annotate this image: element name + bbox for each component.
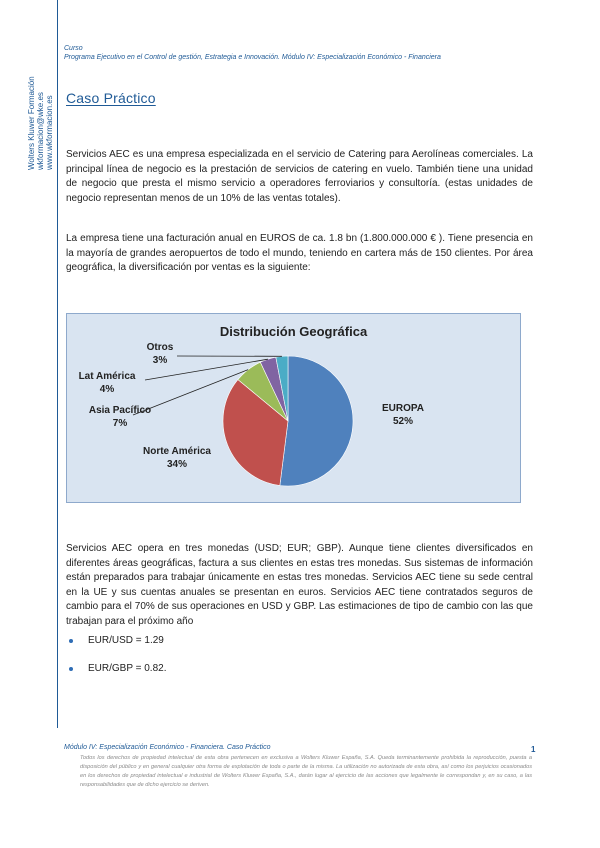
paragraph-intro: Servicios AEC es una empresa especializada en el servicio de Catering para Aerolíneas comerciales. La principal línea de negocio es la prestación de servicios de catering en vuelo. También tiene una unidad de negocio que presta el mismo servicio a operadores ferroviarios y consultoría. (estas unidades de negocio representan menos de un 10% de las ventas totales). xyxy=(66,149,533,204)
page-title: Caso Práctico xyxy=(66,90,156,106)
exchange-rate-usd: EUR/USD = 1.29 xyxy=(88,635,164,646)
course-name: Programa Ejecutivo en el Control de gestión, Estrategia e Innovación. Módulo IV: Especialización Económico - Financiera xyxy=(64,54,441,61)
list-item xyxy=(66,634,166,662)
margin-rule xyxy=(57,0,58,728)
pie-chart xyxy=(66,313,521,503)
label-asia-name: Asia Pacífico xyxy=(88,405,152,416)
publisher-website: www.wkformacion.es xyxy=(45,95,54,170)
bullet-icon xyxy=(69,667,73,671)
course-label: Curso xyxy=(64,45,83,52)
label-europa xyxy=(373,402,433,428)
bullet-icon xyxy=(69,639,73,643)
label-otros-value: 3% xyxy=(152,355,168,366)
page-number: 1 xyxy=(531,745,536,754)
list-item xyxy=(66,662,166,690)
slice-europa xyxy=(280,356,353,486)
label-latam-name: Lat América xyxy=(78,371,136,382)
chart-title: Distribución Geográfica xyxy=(219,324,368,339)
label-norteamerica-value: 34% xyxy=(166,459,187,470)
exchange-rate-list xyxy=(66,634,166,690)
sidebar-publisher xyxy=(27,40,55,170)
label-asia-value: 7% xyxy=(112,418,128,429)
label-latam-value: 4% xyxy=(99,384,115,395)
publisher-name: Wolters Kluwer Formación xyxy=(27,76,36,170)
publisher-email: wkformacion@wke.es xyxy=(36,92,45,170)
label-europa-name: EUROPA xyxy=(381,403,425,414)
course-header xyxy=(64,44,544,62)
label-norteamerica-name: Norte América xyxy=(143,446,211,457)
paragraph-revenue: La empresa tiene una facturación anual en EUROS de ca. 1.8 bn (1.800.000.000 € ). Tiene presencia en la mayoría de grandes aeropuertos de todo el mundo, teniendo en cartera más de 150 clientes. Por área geográfica, la diversificación por ventas es la siguiente: xyxy=(66,233,533,273)
label-asia xyxy=(77,404,163,430)
label-norteamerica xyxy=(132,445,222,471)
label-otros xyxy=(130,341,190,367)
label-europa-value: 52% xyxy=(392,416,413,427)
exchange-rate-gbp: EUR/GBP = 0.82. xyxy=(88,663,167,674)
paragraph-currencies: Servicios AEC opera en tres monedas (USD; EUR; GBP). Aunque tiene clientes diversificados en diferentes áreas geográficas, factura a sus clientes en estas tres monedas. Sus sistemas de información están preparados para trabajar únicamente en estas tres monedas. Servicios AEC tiene su sede central en la UE y sus cuentas anuales se presentan en euros. Servicios AEC tiene contratados seguros de cambio para el 70% de sus operaciones en USD y GBP. Las estimaciones de tipo de cambio con las que trabajan para el próximo año xyxy=(66,543,533,627)
footer-legal-notice: Todos los derechos de propiedad intelectual de esta obra pertenecen en exclusiva a Wolters Kluwer España, S.A. Queda terminantemente prohibida la reproducción, puesta a disposición del público y en general cualquier otra forma de explotación de toda o parte de la misma. La utilización no autorizada de esta obra, así como los perjuicios ocasionados en los derechos de propiedad intelectual e industrial de Wolters Kluwer España, S.A., darán lugar al ejercicio de las acciones que legalmente le correspondan y, en su caso, a las responsabilidades que de dicho ejercicio se deriven. xyxy=(80,755,532,788)
footer-title: Módulo IV: Especialización Económico - Financiera. Caso Práctico xyxy=(64,744,271,751)
label-latam xyxy=(67,370,147,396)
label-otros-name: Otros xyxy=(146,342,174,353)
